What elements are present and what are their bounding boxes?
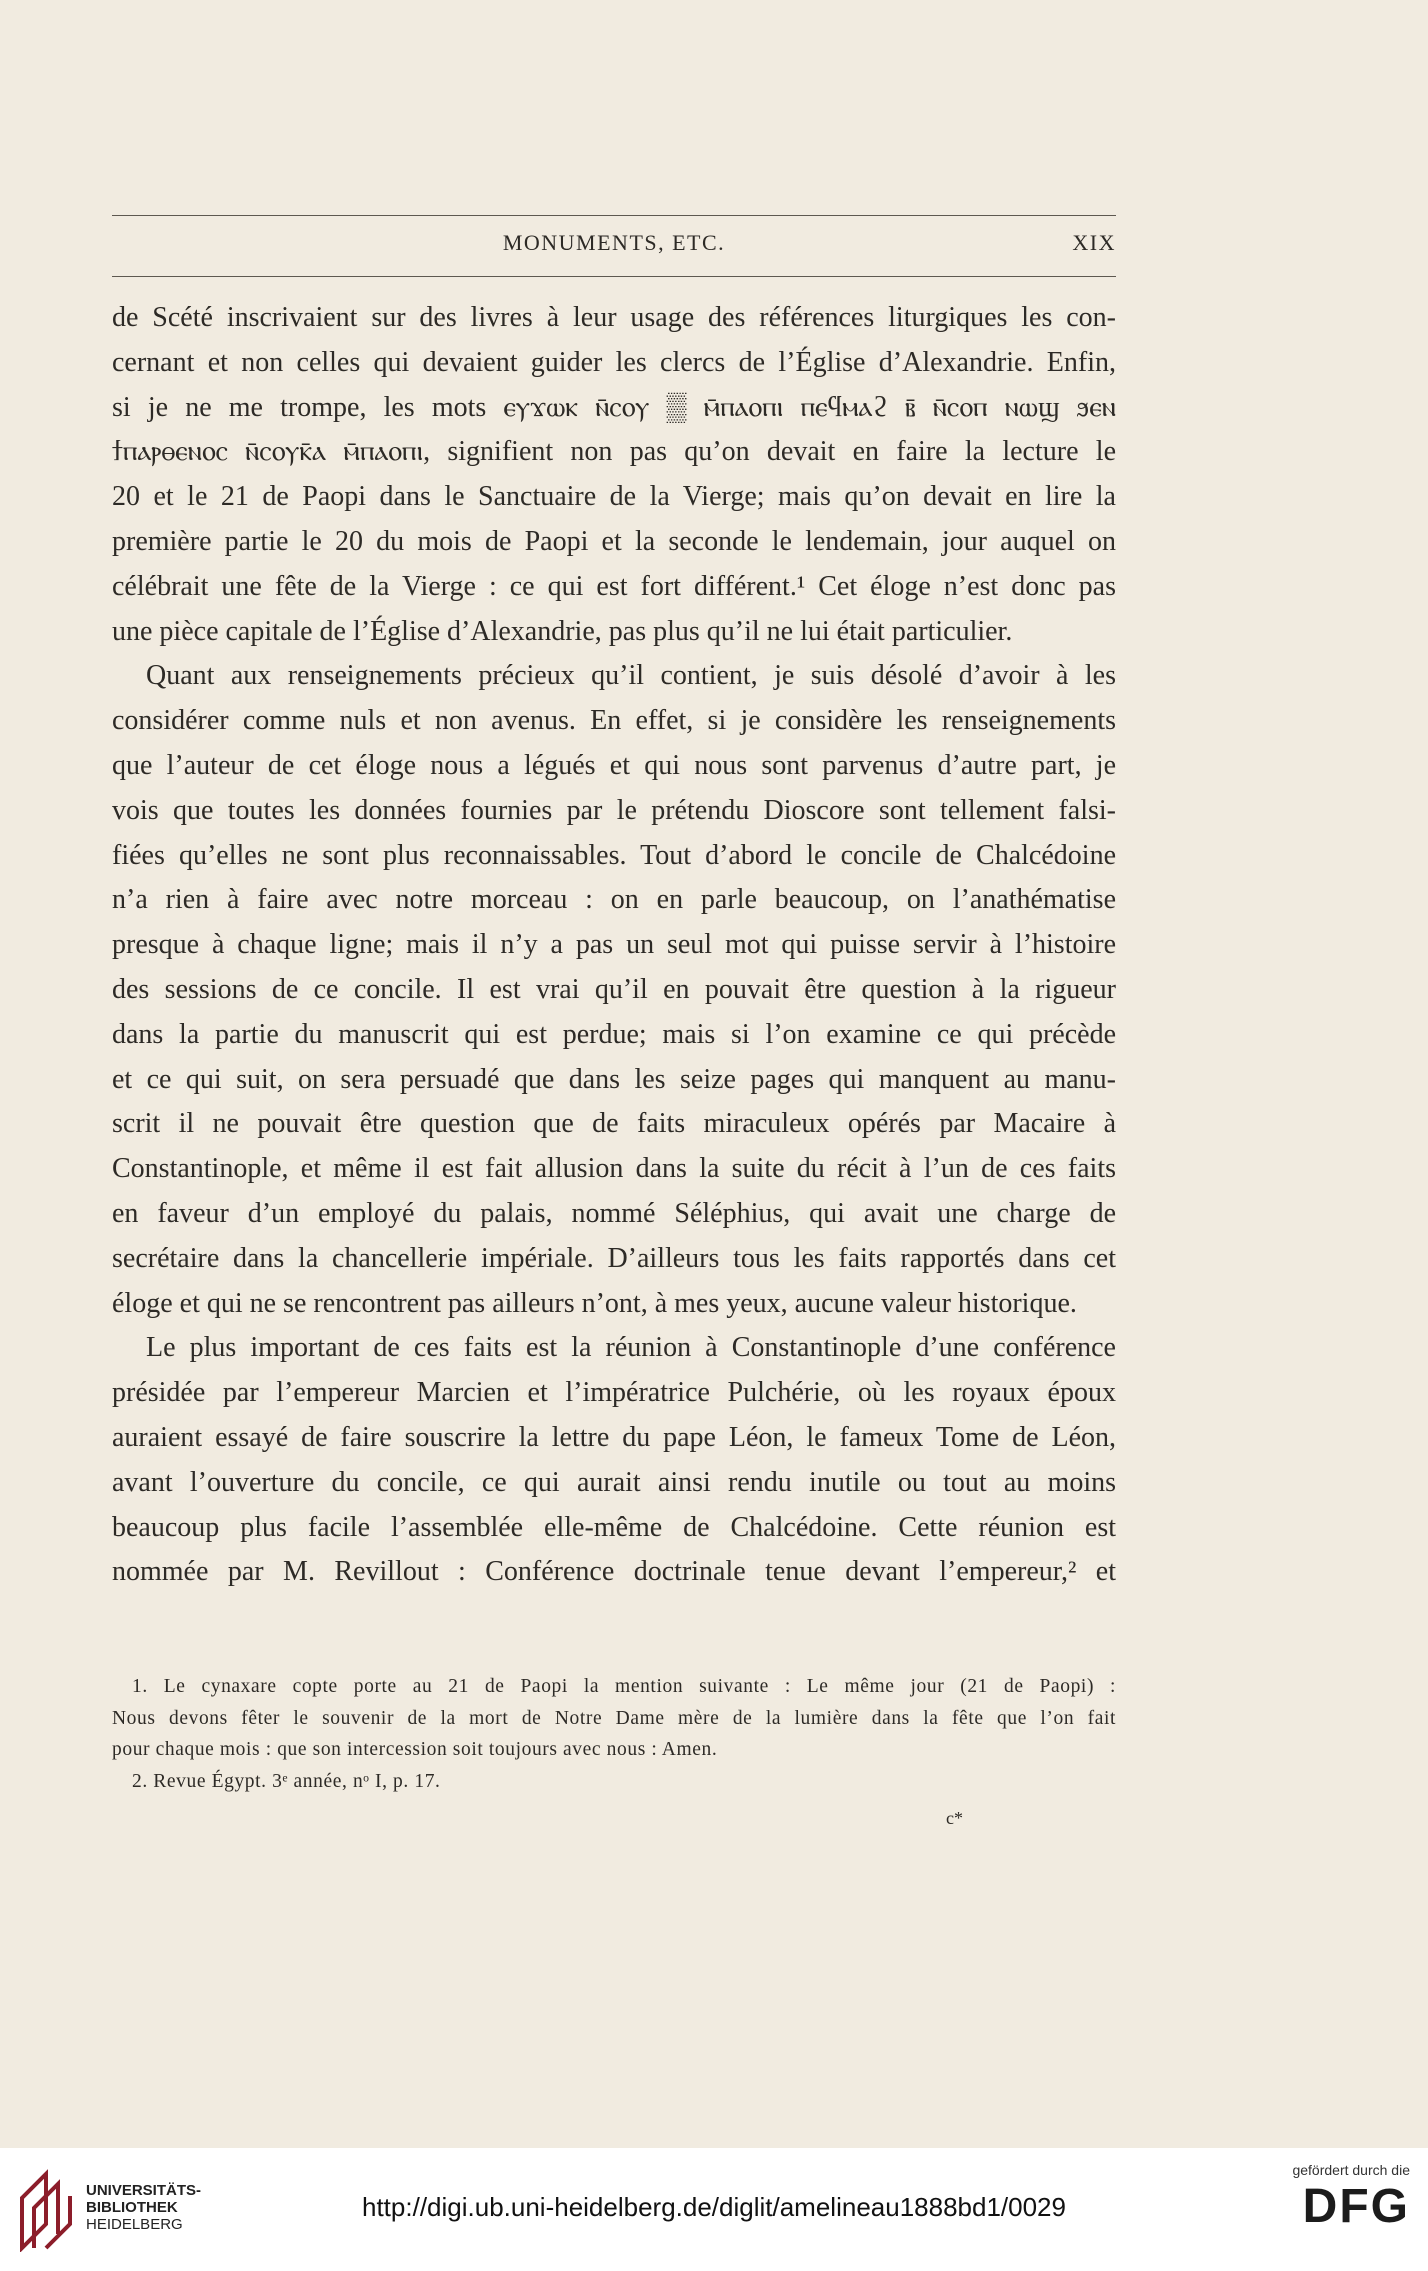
footer-bar	[0, 2148, 1428, 2271]
text-line: avant l’ouverture du concile, ce qui aurait ainsi rendu inutile ou tout au moins	[112, 1466, 1116, 1498]
text-line: presque à chaque ligne; mais il n’y a pas un seul mot qui puisse servir à l’histoire	[112, 929, 1116, 961]
library-name-line: HEIDELBERG	[86, 2216, 183, 2233]
text-line: considérer comme nuls et non avenus. En effet, si je considère les renseignements	[112, 705, 1116, 737]
text-line: des sessions de ce concile. Il est vrai qu’il en pouvait être question à la rigueur	[112, 973, 1116, 1005]
text-line: que l’auteur de cet éloge nous a légués et qui nous sont parvenus d’autre part, je	[112, 749, 1116, 781]
text-line: vois que toutes les données fournies par le prétendu Dioscore sont tellement falsi-	[112, 794, 1116, 826]
text-line: Quant aux renseignements précieux qu’il contient, je suis désolé d’avoir à les	[146, 660, 1116, 692]
dfg-logo: DFG	[1302, 2180, 1410, 2233]
text-line: éloge et qui ne se rencontrent pas ailleurs n’ont, à mes yeux, aucune valeur historique.	[112, 1287, 1077, 1319]
text-line: présidée par l’empereur Marcien et l’impératrice Pulchérie, où les royaux époux	[112, 1377, 1116, 1409]
text-line: auraient essayé de faire souscrire la lettre du pape Léon, le fameux Tome de Léon,	[112, 1421, 1116, 1453]
text-line: de Scété inscrivaient sur des livres à leur usage des références liturgiques les con-	[112, 302, 1116, 333]
text-line: cernant et non celles qui devaient guider les clercs de l’Église d’Alexandrie. Enfin,	[112, 346, 1116, 378]
text-line: nommée par M. Revillout : Conférence doctrinale tenue devant l’empereur,² et	[112, 1556, 1116, 1588]
footnote-line: 1. Le cynaxare copte porte au 21 de Paopi la mention suivante : Le même jour (21 de Paopi) :	[132, 1676, 1116, 1697]
text-line: ϯⲡⲁⲣⲑⲉⲛⲟⲥ ⲛ̄ⲥⲟⲩⲕ̄ⲁ ⲙ̄ⲡⲁⲟⲡⲓ, signifient non pas qu’on devait en faire la lecture le	[112, 436, 1116, 468]
footnotes	[112, 1671, 1116, 1797]
funding-badge	[1260, 2162, 1410, 2236]
text-line: et ce qui suit, on sera persuadé que dans les seize pages qui manquent au manu-	[112, 1063, 1116, 1095]
running-header	[112, 230, 1116, 264]
text-line: célébrait une fête de la Vierge : ce qui est fort différent.¹ Cet éloge n’est donc pas	[112, 570, 1116, 602]
text-line: en faveur d’un employé du palais, nommé Séléphius, qui avait une charge de	[112, 1197, 1116, 1229]
header-rule-bottom	[112, 276, 1116, 277]
footnote-line: pour chaque mois : que son intercession soit toujours avec nous : Amen.	[112, 1739, 718, 1760]
funding-text: gefördert durch die	[1292, 2162, 1410, 2178]
body-text	[112, 296, 1116, 1595]
signature-mark: c*	[946, 1808, 963, 1828]
permalink-url[interactable]: http://digi.ub.uni-heidelberg.de/diglit/amelineau1888bd1/0029	[362, 2192, 1066, 2222]
text-line: Le plus important de ces faits est la réunion à Constantinople d’une conférence	[146, 1332, 1116, 1364]
text-line: une pièce capitale de l’Église d’Alexandrie, pas plus qu’il ne lui était particulier.	[112, 615, 1013, 647]
text-line: première partie le 20 du mois de Paopi et la seconde le lendemain, jour auquel on	[112, 525, 1116, 557]
text-line: beaucoup plus facile l’assemblée elle-même de Chalcédoine. Cette réunion est	[112, 1511, 1116, 1543]
library-name-line: BIBLIOTHEK	[86, 2199, 178, 2216]
library-name-line: UNIVERSITÄTS-	[86, 2182, 202, 2199]
footnote-line: Nous devons fêter le souvenir de la mort de Notre Dame mère de la lumière dans la fête que l’on fait	[112, 1707, 1116, 1729]
text-line: 20 et le 21 de Paopi dans le Sanctuaire de la Vierge; mais qu’on devait en lire la	[112, 481, 1116, 513]
header-rule-top	[112, 215, 1116, 216]
text-line: n’a rien à faire avec notre morceau : on en parle beaucoup, on l’anathématise	[112, 884, 1116, 916]
text-line: fiées qu’elles ne sont plus reconnaissables. Tout d’abord le concile de Chalcédoine	[112, 839, 1116, 871]
text-line: dans la partie du manuscrit qui est perdue; mais si l’on examine ce qui précède	[112, 1018, 1116, 1050]
text-line: si je ne me trompe, les mots ⲉⲩϫⲱⲕ ⲛ̄ⲥⲟⲩ ▒ ⲙ̄ⲡⲁⲟⲡⲓ ⲡⲉϥⲙⲁϩ ⲃ̄ ⲛ̄ⲥⲟⲡ ⲛⲱϣ ϧⲉⲛ	[112, 391, 1116, 423]
text-line: scrit il ne pouvait être question que de faits miraculeux opérés par Macaire à	[112, 1108, 1116, 1140]
page-number: XIX	[1072, 230, 1116, 255]
text-line: secrétaire dans la chancellerie impériale. D’ailleurs tous les faits rapportés dans cet	[112, 1242, 1116, 1274]
text-line: Constantinople, et même il est fait allusion dans la suite du récit à l’un de ces faits	[112, 1153, 1116, 1185]
footnote-line: 2. Revue Égypt. 3ᵉ année, nᵒ I, p. 17.	[132, 1770, 441, 1792]
running-title: MONUMENTS, ETC.	[502, 230, 726, 255]
